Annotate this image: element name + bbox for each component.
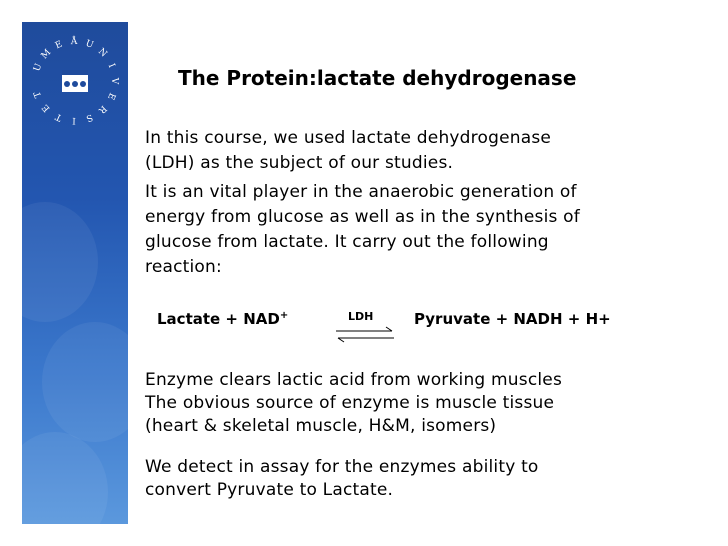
reaction-products: Pyruvate + NADH + H+ <box>414 310 611 328</box>
seal-letter: Å <box>70 36 78 48</box>
seal-letter: T <box>54 110 64 123</box>
sidebar-wave <box>22 202 98 322</box>
university-seal-logo <box>22 28 128 134</box>
enzyme-info-line: Enzyme clears lactic acid from working muscles <box>145 370 563 390</box>
intro-line: (LDH) as the subject of our studies. <box>145 153 454 173</box>
seal-letter: E <box>105 91 117 102</box>
seal-letter: N <box>95 46 109 60</box>
nad-superscript: + <box>279 310 289 321</box>
sidebar-wave <box>42 322 128 442</box>
enzyme-info-paragraph <box>145 369 665 438</box>
seal-letter: U <box>32 62 45 73</box>
seal-letter: E <box>53 39 64 52</box>
role-line: It is an vital player in the anaerobic generation of <box>145 182 577 202</box>
assay-paragraph <box>145 456 665 502</box>
assay-line: We detect in assay for the enzymes ability to <box>145 457 539 477</box>
role-paragraph <box>145 180 705 280</box>
assay-line: convert Pyruvate to Lactate. <box>145 480 394 500</box>
equilibrium-arrows-icon <box>334 326 396 344</box>
university-sidebar <box>22 22 128 524</box>
intro-paragraph <box>145 126 685 176</box>
seal-letter: U <box>83 38 95 51</box>
seal-letter: R <box>96 102 109 115</box>
enzyme-info-line: (heart & skeletal muscle, H&M, isomers) <box>145 416 497 436</box>
enzyme-label: LDH <box>348 310 374 323</box>
role-line: energy from glucose as well as in the synthesis of <box>145 207 580 227</box>
seal-letter: I <box>72 114 76 126</box>
seal-letter: S <box>84 111 94 124</box>
intro-line: In this course, we used lactate dehydrogenase <box>145 128 552 148</box>
reaction-substrates <box>157 310 288 328</box>
seal-letter: M <box>39 47 54 62</box>
seal-letter: T <box>32 89 45 99</box>
seal-letter: I <box>105 62 117 70</box>
seal-letter: E <box>40 101 53 114</box>
substrates-text: Lactate + NAD <box>157 310 280 328</box>
seal-letter: V <box>109 77 119 85</box>
sidebar-wave <box>22 432 108 524</box>
role-line: glucose from lactate. It carry out the following <box>145 232 549 252</box>
enzyme-info-line: The obvious source of enzyme is muscle tissue <box>145 393 555 413</box>
page-title: The Protein:lactate dehydrogenase <box>178 66 577 90</box>
role-line: reaction: <box>145 257 222 277</box>
